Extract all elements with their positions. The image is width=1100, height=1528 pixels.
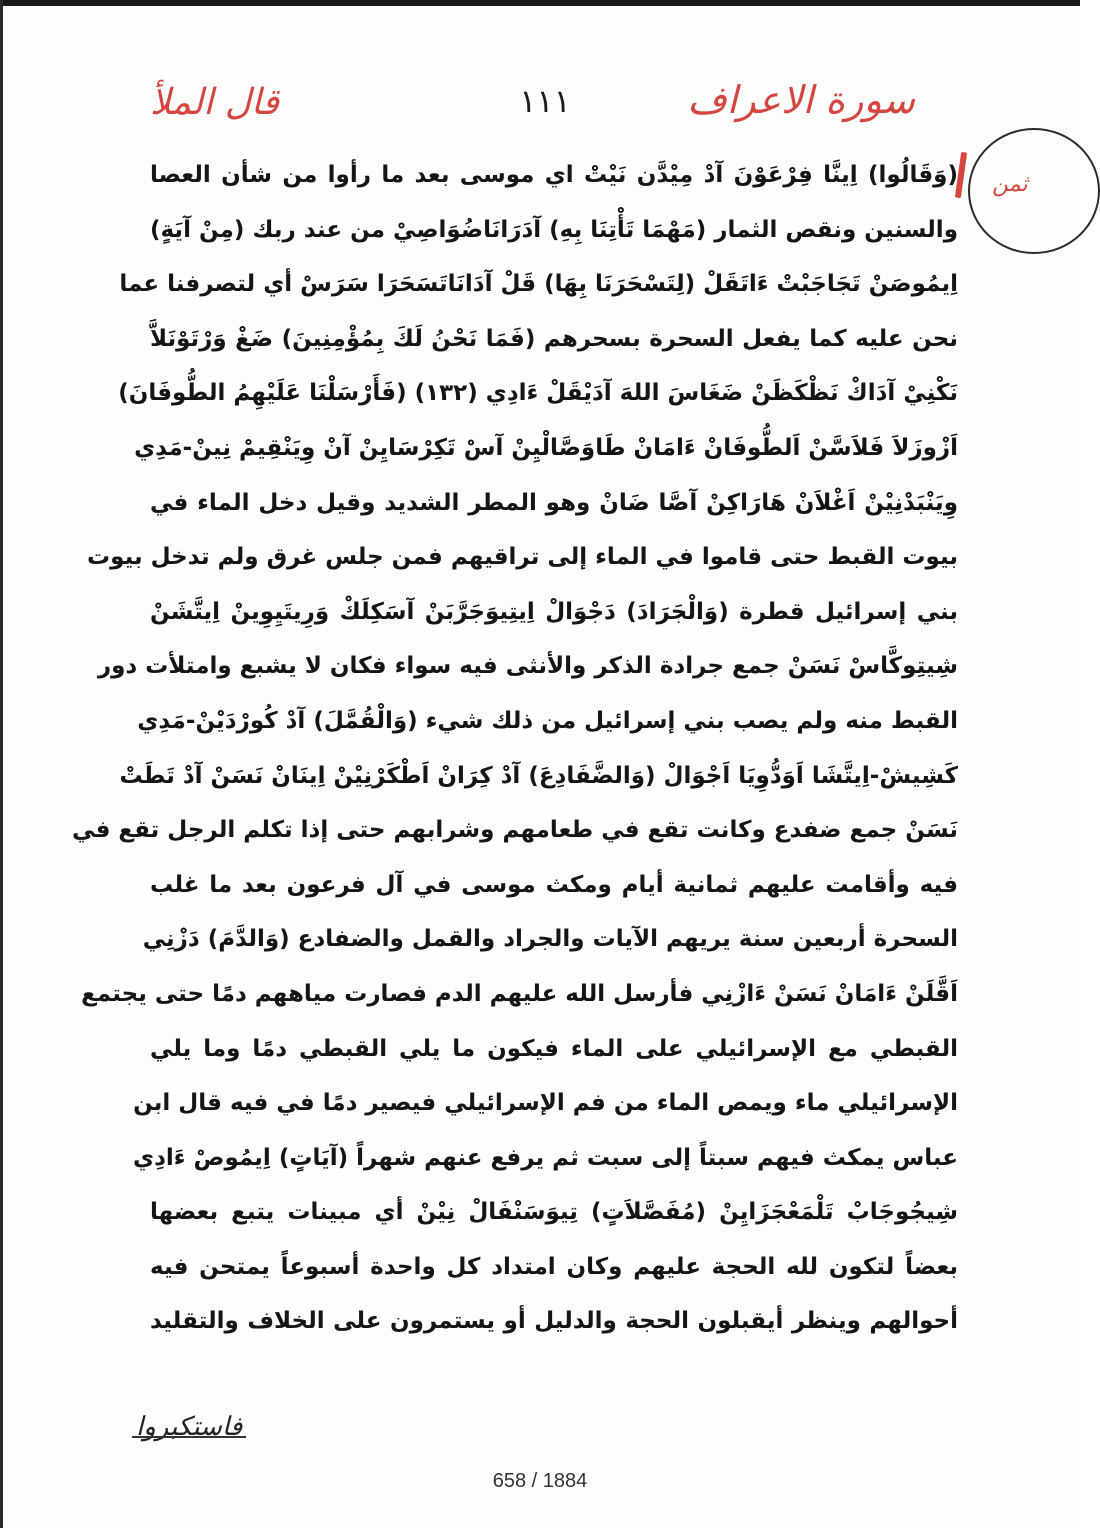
text-line: القبط منه ولم يصب بني إسرائيل من ذلك شيء (وَالْقُمَّلَ) آدْ كُورْدَيْنْ-مَدِي bbox=[137, 707, 958, 734]
text-line: شِيتِوكَّاسْ نَسَنْ جمع جرادة الذكر والأنثى فيه سواء فكان لا يشبع وامتلأت دور bbox=[97, 653, 958, 680]
text-line: نحن عليه كما يفعل السحرة بسحرهم (فَمَا نَحْنُ لَكَ بِمُؤْمِنِينَ) ضَغْ وَرْتَوْنَلاَّ bbox=[150, 325, 958, 352]
text-line: السحرة أربعين سنة يريهم الآيات والجراد والقمل والضفادع (وَالدَّمَ) دَزْنِي bbox=[142, 926, 958, 953]
text-line: بيوت القبط حتى قاموا في الماء إلى تراقيهم فمن جلس غرق ولم تدخل بيوت bbox=[87, 544, 958, 571]
text-line: عباس يمكث فيهم سبتاً إلى سبت ثم يرفع عنهم شهراً (آيَاتٍ) اِيمُوصْ ءَادِي bbox=[132, 1144, 958, 1171]
surah-name: سورة الاعراف bbox=[687, 78, 915, 122]
text-line: أحوالهم وينظر أيقبلون الحجة والدليل أو يستمرون على الخلاف والتقليد bbox=[150, 1308, 958, 1335]
page-number: ١١١ bbox=[519, 82, 571, 120]
text-line: نَسَنْ جمع ضفدع وكانت تقع في طعامهم وشرابهم حتى إذا تكلم الرجل تقع في bbox=[72, 817, 958, 844]
text-line: وِيَنْبَدْنِيْنْ اَغْلاَنْ هَارَاكِنْ آصَّا ضَانْ وهو المطر الشديد وقيل دخل الماء في bbox=[150, 489, 958, 516]
text-line: نَكْنِيْ آدَاكْ نَظْكَظَنْ ضَغَاسَ اللهَ آدَيْقَلْ ءَادِي (١٣٢) (فَأَرْسَلْنَا عَلَيْهِمُ الطُّوفَانَ) bbox=[118, 380, 958, 407]
text-line: اَزْوزَلاَ فَلاَسَّنْ اَلطُّوفَانْ ءَامَانْ طَاوَصَّالْيِنْ آسْ تَكِرْسَايِنْ آنْ وِيَنْقِيمْ نِينْ-مَدِي bbox=[134, 434, 958, 461]
text-line: (وَقَالُوا) اِينَّا فِرْعَوْنَ آدْ مِيْدَّن نَيْتْ اي موسى بعد ما رأوا من شأن العصا bbox=[150, 162, 958, 188]
body-text bbox=[72, 148, 958, 1349]
text-line: الإسرائيلي ماء ويمص الماء من فم الإسرائيلي فيصير دمًا في فيه قال ابن bbox=[133, 1090, 958, 1117]
text-line: والسنين ونقص الثمار (مَهْمَا تَأْتِنَا بِهِ) آدَرَانَاضُوَاصِيْ من عند ربك (مِنْ آيَةٍ) bbox=[149, 216, 958, 243]
top-scan-edge bbox=[0, 0, 1080, 6]
text-line: كَشِيشْ-اِيتَّشَا اَوَدُّوِيَا اَجْوَالْ (وَالضَّفَادِعَ) آدْ كِرَانْ اَطْكَرْنِيْنْ اِينَانْ نَسَنْ آدْ تَطَتْ bbox=[119, 762, 958, 789]
text-line: شِيجُوجَابْ تَلْمَعْجَزَايِنْ (مُفَصَّلاَتٍ) تِيوَسَنْفَالْ نِيْنْ أي مبينات يتبع بعضها bbox=[150, 1199, 958, 1226]
text-line: القبطي مع الإسرائيلي على الماء فيكون ما يلي القبطي دمًا وما يلي bbox=[150, 1035, 958, 1062]
left-scan-edge bbox=[0, 0, 3, 1528]
text-line: بعضاً لتكون لله الحجة عليهم وكان امتداد كل واحدة أسبوعاً يمتحن فيه bbox=[150, 1253, 958, 1280]
juz-name: قال الملأ bbox=[150, 82, 280, 123]
margin-circle bbox=[968, 128, 1100, 254]
handwritten-catchword: فاستكبروا bbox=[136, 1412, 243, 1442]
margin-note: ثمن bbox=[992, 172, 1028, 197]
page-counter: 658 / 1884 bbox=[492, 1470, 588, 1492]
text-line: اَقَّلَنْ ءَامَانْ نَسَنْ ءَازْنِي فأرسل الله عليهم الدم فصارت مياههم دمًا حتى يجتمع bbox=[81, 980, 958, 1007]
text-line: بني إسرائيل قطرة (وَالْجَرَادَ) دَجْوَالْ اِيتِيوَجَرَّبَنْ آسَكِلَكْ وَرِيتَيِوِينْ اِيتَّشَنْ bbox=[150, 598, 958, 625]
text-line: اِيمُوصَنْ تَجَاجَبْتْ ءَاتَقَلْ (لِتَسْحَرَنَا بِهَا) قَلْ آدَانَاتَسَحَرَا سَرَسْ أي لتصرفنا عما bbox=[119, 271, 958, 298]
text-line: فيه وأقامت عليهم ثمانية أيام ومكث موسى في آل فرعون بعد ما غلب bbox=[150, 871, 958, 898]
